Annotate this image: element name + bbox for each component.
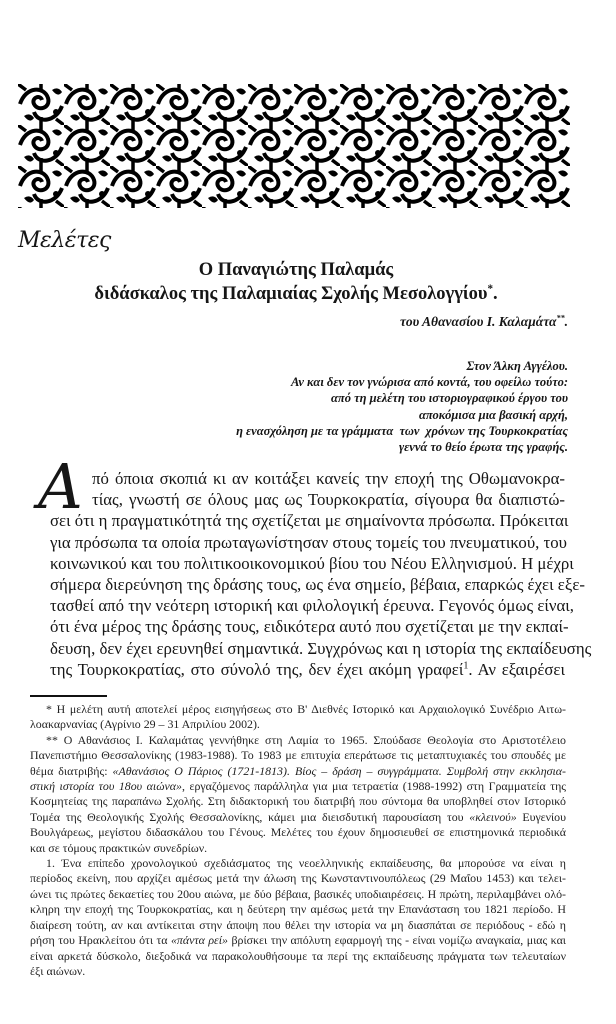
dedication-line: γεννά το θείο έρωτα της γραφής. [398,440,568,455]
footnote-line [30,779,566,794]
footnote-line: 1. Ένα επίπεδο χρονολογικού σχεδιάσματος της νεοελληνικής εκπαίδευσης, θα μπορούσε να είναι η [46,856,566,871]
section-label: Μελέτες [18,228,111,253]
author-name: του Αθανασίου Ι. Καλαμάτα [400,314,557,329]
fn-span: Τομέα της Θεολογικής Σχολής Θεσσαλονίκης, κάμει μια διεισδυτική παρουσίαση του [30,809,470,824]
footnote-line: κληρη την εποχή της Τουρκοκρατίας, και η δεύτερη την αμέσως μετά την Επανάσταση του 1821 περίοδο. Η [30,902,566,917]
footnote-line: ώνει τις πρώτες δεκαετίες του 20ου αιώνα, με δύο βέβαια, βασικές υποδιαιρέσεις. Η πρώτη, περιλαμβάνει ολό- [30,886,566,901]
footnote-mark: 1 [463,660,469,672]
body-text-span: της Τουρκοκρατίας, στο σύνολό της, δεν έχει ακόμη γραφεί [50,659,464,679]
footnote-line: περίοδος εκείνη, που αρχίζει αμέσως μετά την άλωση της Κωνσταντινουπόλεως (29 Μαΐου 1453) και τελει- [30,871,566,886]
footnote-line: λοακαρνανίας (Αγρίνιο 29 – 31 Απριλίου 2002). [30,717,260,732]
footnotes [30,702,566,979]
body-text-span: . Αν εξαιρέσει [468,659,565,679]
footnote-line: Βουλγάρεως, μεγίστου διδασκάλου του Γένους. Μελέτες του έχουν δημοσιευθεί σε επιστημονικά περιοδικά [30,825,566,840]
dedication [236,358,568,455]
footnote-line: και σε τόμους πρακτικών συνεδρίων. [30,840,208,855]
footnote-line: * Η μελέτη αυτή αποτελεί μέρος εισηγήσεως στο Β' Διεθνές Ιστορικό και Αρχαιολογικό Συνέδριο Αιτω- [46,702,566,716]
subtitle-text: διδάσκαλος της Παλαμιαίας Σχολής Μεσολογγίου [94,284,488,304]
footnote-line: έξι αιώνων. [30,963,86,978]
dedication-line: Αν και δεν τον γνώρισα από κοντά, του οφείλω τούτο: [290,375,568,390]
footnote-line: διαίρεση τούτη, αν και αντίκειται στην άποψη που θέλει την ιστορία να μη διασπάται σε περιόδους - εδώ η [30,917,566,932]
body-line: τίας, γνωστή σε όλους μας ως Τουρκοκρατία, σίγουρα θα διαπιστώ- [92,490,565,510]
body-line: κοινωνικού και του πολιτικοοικονομικού βίου του Νέου Ελληνισμού. Η μέχρι [50,553,574,573]
fn-italic: «κλεινού» [469,809,517,824]
subtitle-end: . [493,284,498,304]
fn-span: Ευγενίου [516,809,566,824]
body-line: σήμερα διερεύνηση της δράσης τους, ως ένα σημείο, βέβαια, επαρκώς έχει εξε- [50,574,585,594]
body-line [50,659,565,680]
footnote-line: Πανεπιστήμιο Θεσσαλονίκης (1983-1988). Το 1983 με επιτυχία επεράτωσε τις μεταπτυχιακές του σπουδές με [30,748,566,763]
author-line [400,314,568,330]
footnote-mark: ** [556,313,565,323]
fn-span: , εργαζόμενος παράλληλα για μια τετραετία (1988-1992) στη Γραμματεία της [181,779,566,794]
drop-cap: Α [38,450,83,523]
footnote-line [30,933,566,948]
fn-italic: στική ιστορία του 18ου αιώνα» [30,779,182,794]
dedication-line: η ενασχόληση με τα γράμματα των χρόνων της Τουρκοκρατίας [236,423,568,438]
fn-span: θέμα διατριβής: [30,763,113,778]
author-end: . [564,314,568,329]
body-line: για πρόσωπα τα οποία πρωταγωνίστησαν στους τομείς του πνευματικού, του [50,532,567,552]
fn-italic: «Αθανάσιος Ο Πάριος (1721-1813). Βίος – δράση – συγγράμματα. Συμβολή στην εκκλησια- [112,763,566,778]
article-title: Ο Παναγιώτης Παλαμάς [198,260,394,280]
body-line: τασθεί από την νεότερη ιστορική και φιλολογική έρευνα. Γεγονός όμως είναι, [50,596,574,616]
fn-span: βρίσκει την απόλυτη εφαρμογή της - είναι νομίζω αναγκαία, μιας και [228,933,566,948]
footnote-divider [30,695,107,697]
fn-italic: «πάντα ρεί» [170,933,228,948]
dedication-line: Στον Άλκη Αγγέλου. [466,359,568,373]
footnote-mark: * [487,282,493,295]
decorative-arabesque-header [18,84,570,208]
body-line: δευση, δεν έχει ερευνηθεί σημαντικά. Συγχρόνως και η ιστορία της εκπαίδευσης [50,638,592,658]
dedication-line: από τη μελέτη του ιστοριογραφικού έργου του [330,391,568,406]
footnote-line: Κοσμητείας της παραπάνω Σχολής. Στη διδακτορική του διατριβή που σύντομα θα υποβληθεί στον Ιστορικό [30,794,566,809]
footnote-line: ** Ο Αθανάσιος Ι. Καλαμάτας γεννήθηκε στη Λαμία το 1965. Σπούδασε Θεολογία στο Αριστοτέλειο [46,732,566,747]
body-line: πό όποια σκοπιά κι αν κοιτάξει κανείς την εποχή της Οθωμανοκρα- [92,469,565,488]
footnote-line: είναι αρκετά δύσκολο, διεξοδικά να παρακολουθήσουμε τα περί της εκπαίδευσης πράγματα των τελευταίων [30,948,566,963]
body-text [50,468,592,680]
body-line: σει ότι η πραγματικότητά της σχετίζεται με σημαίνοντα πρόσωπα. Πρόκειται [50,511,569,531]
body-line: ότι ένα μέρος της δράσης τους, ειδικότερα αυτό που σχετίζεται με την εκπαί- [50,617,569,637]
footnote-line [30,764,566,779]
footnote-line [30,810,566,825]
fn-span: ρήση του Ηρακλείτου ότι τα [30,933,171,948]
dedication-line: αποκόμισα μια βασική αρχή, [418,407,568,422]
article-subtitle [0,284,604,305]
